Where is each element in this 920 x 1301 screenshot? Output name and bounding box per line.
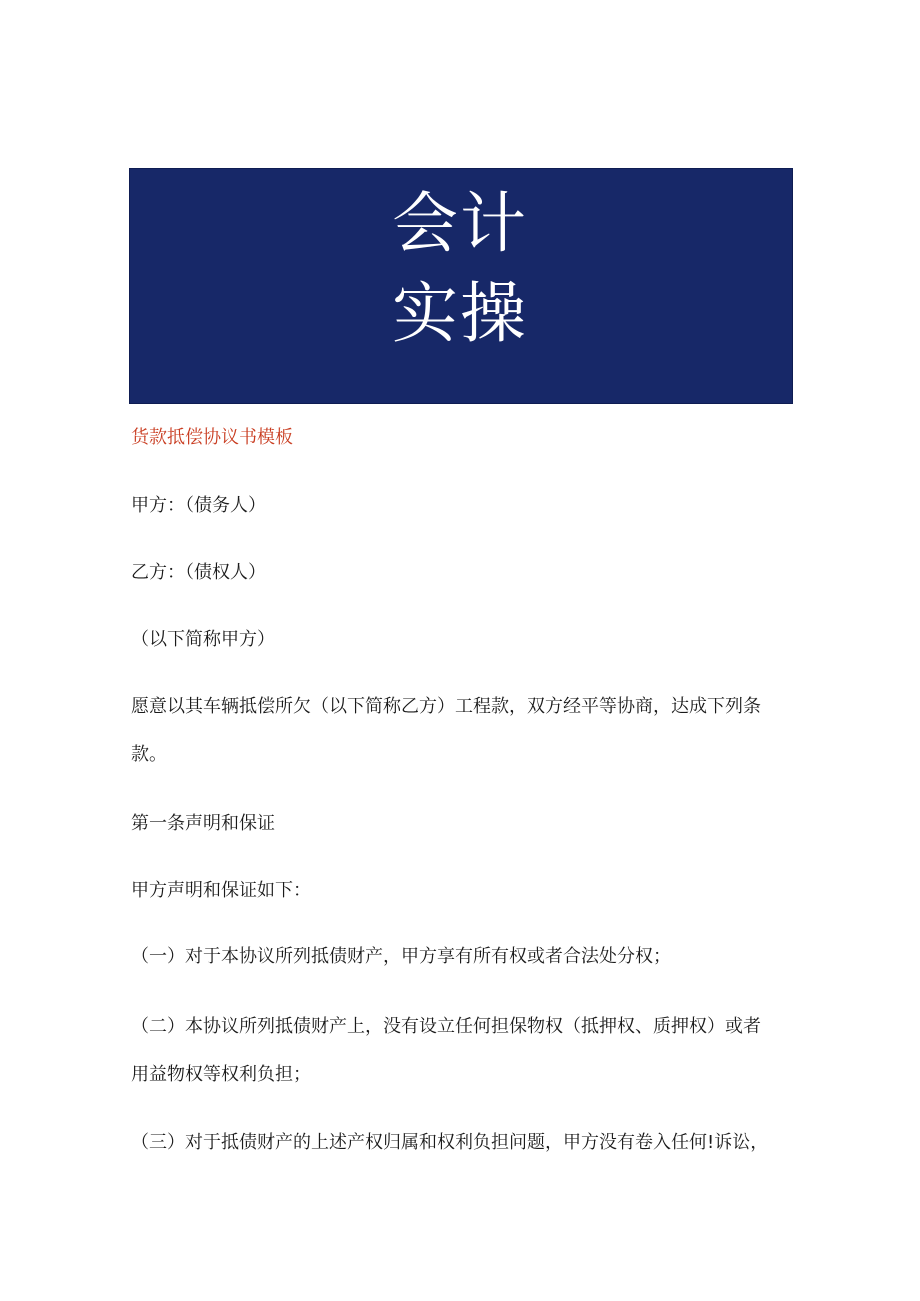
clause-2-line-1: （二）本协议所列抵债财产上，没有设立任何担保物权（抵押权、质押权）或者	[131, 1016, 761, 1037]
document-title: 货款抵偿协议书模板	[131, 427, 293, 448]
article-1-heading: 第一条声明和保证	[131, 813, 275, 834]
party-b-line: 乙方：（债权人）	[131, 562, 266, 583]
intro-paragraph-line-2: 款。	[131, 744, 167, 765]
intro-paragraph-line-1: 愿意以其车辆抵偿所欠（以下简称乙方）工程款，双方经平等协商，达成下列条	[131, 696, 761, 717]
clause-1: （一）对于本协议所列抵债财产，甲方享有所有权或者合法处分权；	[131, 946, 671, 967]
abbreviation-line: （以下简称甲方）	[131, 629, 275, 650]
party-a-line: 甲方：（债务人）	[131, 495, 266, 516]
clause-3-line-1: （三）对于抵债财产的上述产权归属和权利负担问题，甲方没有卷入任何!诉讼，	[131, 1132, 769, 1153]
clause-2-line-2: 用益物权等权利负担；	[131, 1064, 311, 1085]
banner-title-line-2: 实操	[392, 275, 528, 352]
article-1-lead: 甲方声明和保证如下：	[131, 880, 311, 901]
banner-title-line-1: 会计	[392, 185, 528, 262]
